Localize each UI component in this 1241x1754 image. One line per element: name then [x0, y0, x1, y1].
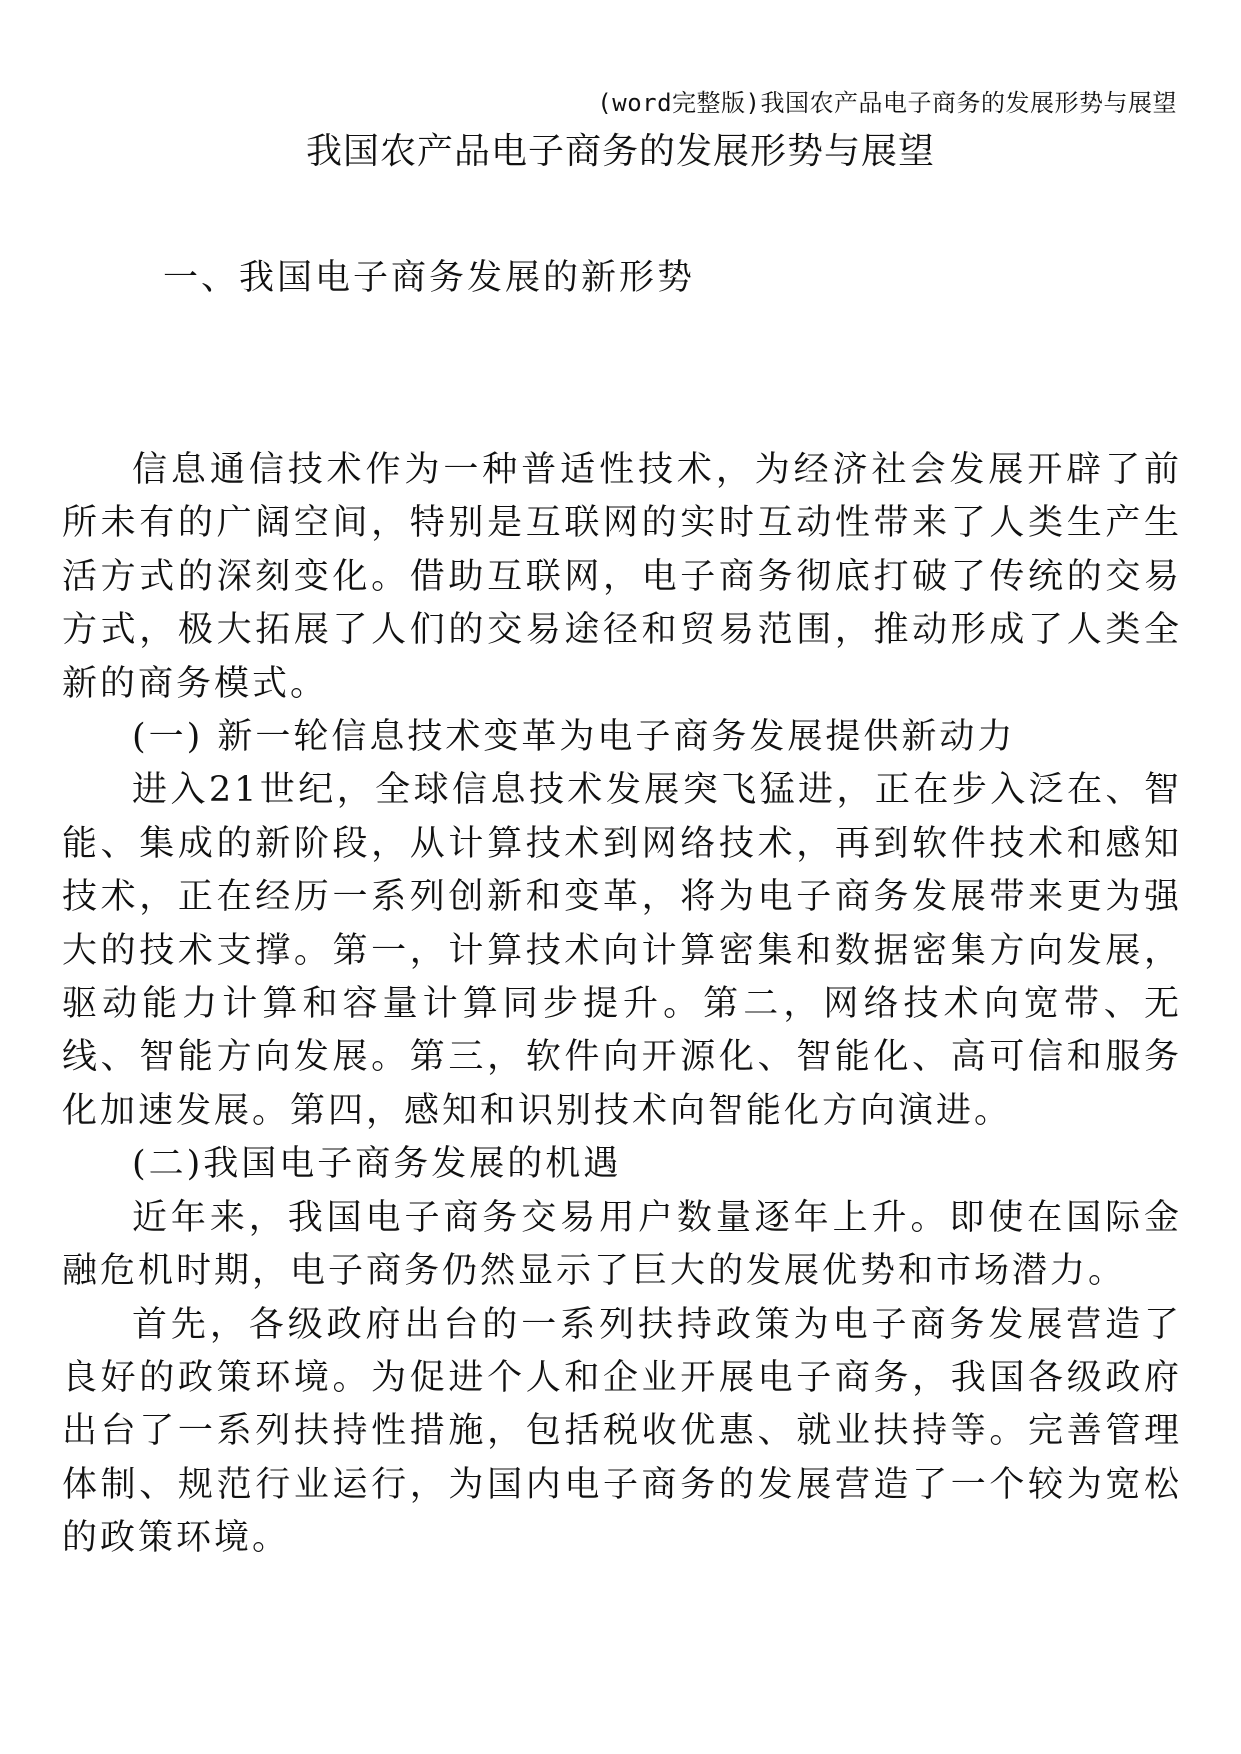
document-title: 我国农产品电子商务的发展形势与展望: [305, 131, 935, 172]
body-text: [62, 444, 1182, 1566]
paragraph-policy: 首先，各级政府出台的一系列扶持政策为电子商务发展营造了良好的政策环境。为促进个人和企业开展电子商务，我国各级政府出台了一系列扶持性措施，包括税收优惠、就业扶持等。完善管理体制、规范行业运行，为国内电子商务的发展营造了一个较为宽松的政策环境。: [62, 1304, 1182, 1559]
section-heading: 一、我国电子商务发展的新形势: [163, 258, 696, 298]
running-header: (word完整版)我国农产品电子商务的发展形势与展望: [597, 89, 1177, 117]
paragraph-users: 近年来，我国电子商务交易用户数量逐年上升。即使在国际金融危机时期，电子商务仍然显示了巨大的发展优势和市场潜力。: [62, 1197, 1182, 1292]
subheading-new-momentum: (一) 新一轮信息技术变革为电子商务发展提供新动力: [132, 717, 1016, 758]
paragraph-technology: 进入21世纪，全球信息技术发展突飞猛进，正在步入泛在、智能、集成的新阶段，从计算技术到网络技术，再到软件技术和感知技术，正在经历一系列创新和变革，将为电子商务发展带来更为强大的技术支撑。第一，计算技术向计算密集和数据密集方向发展，驱动能力计算和容量计算同步提升。第二，网络技术向宽带、无线、智能方向发展。第三，软件向开源化、智能化、高可信和服务化加速发展。第四，感知和识别技术向智能化方向演进。: [62, 770, 1182, 1131]
subheading-opportunities: (二)我国电子商务发展的机遇: [132, 1144, 622, 1185]
paragraph-intro: 信息通信技术作为一种普适性技术，为经济社会发展开辟了前所未有的广阔空间，特别是互联网的实时互动性带来了人类生产生活方式的深刻变化。借助互联网，电子商务彻底打破了传统的交易方式，极大拓展了人们的交易途径和贸易范围，推动形成了人类全新的商务模式。: [62, 450, 1182, 704]
